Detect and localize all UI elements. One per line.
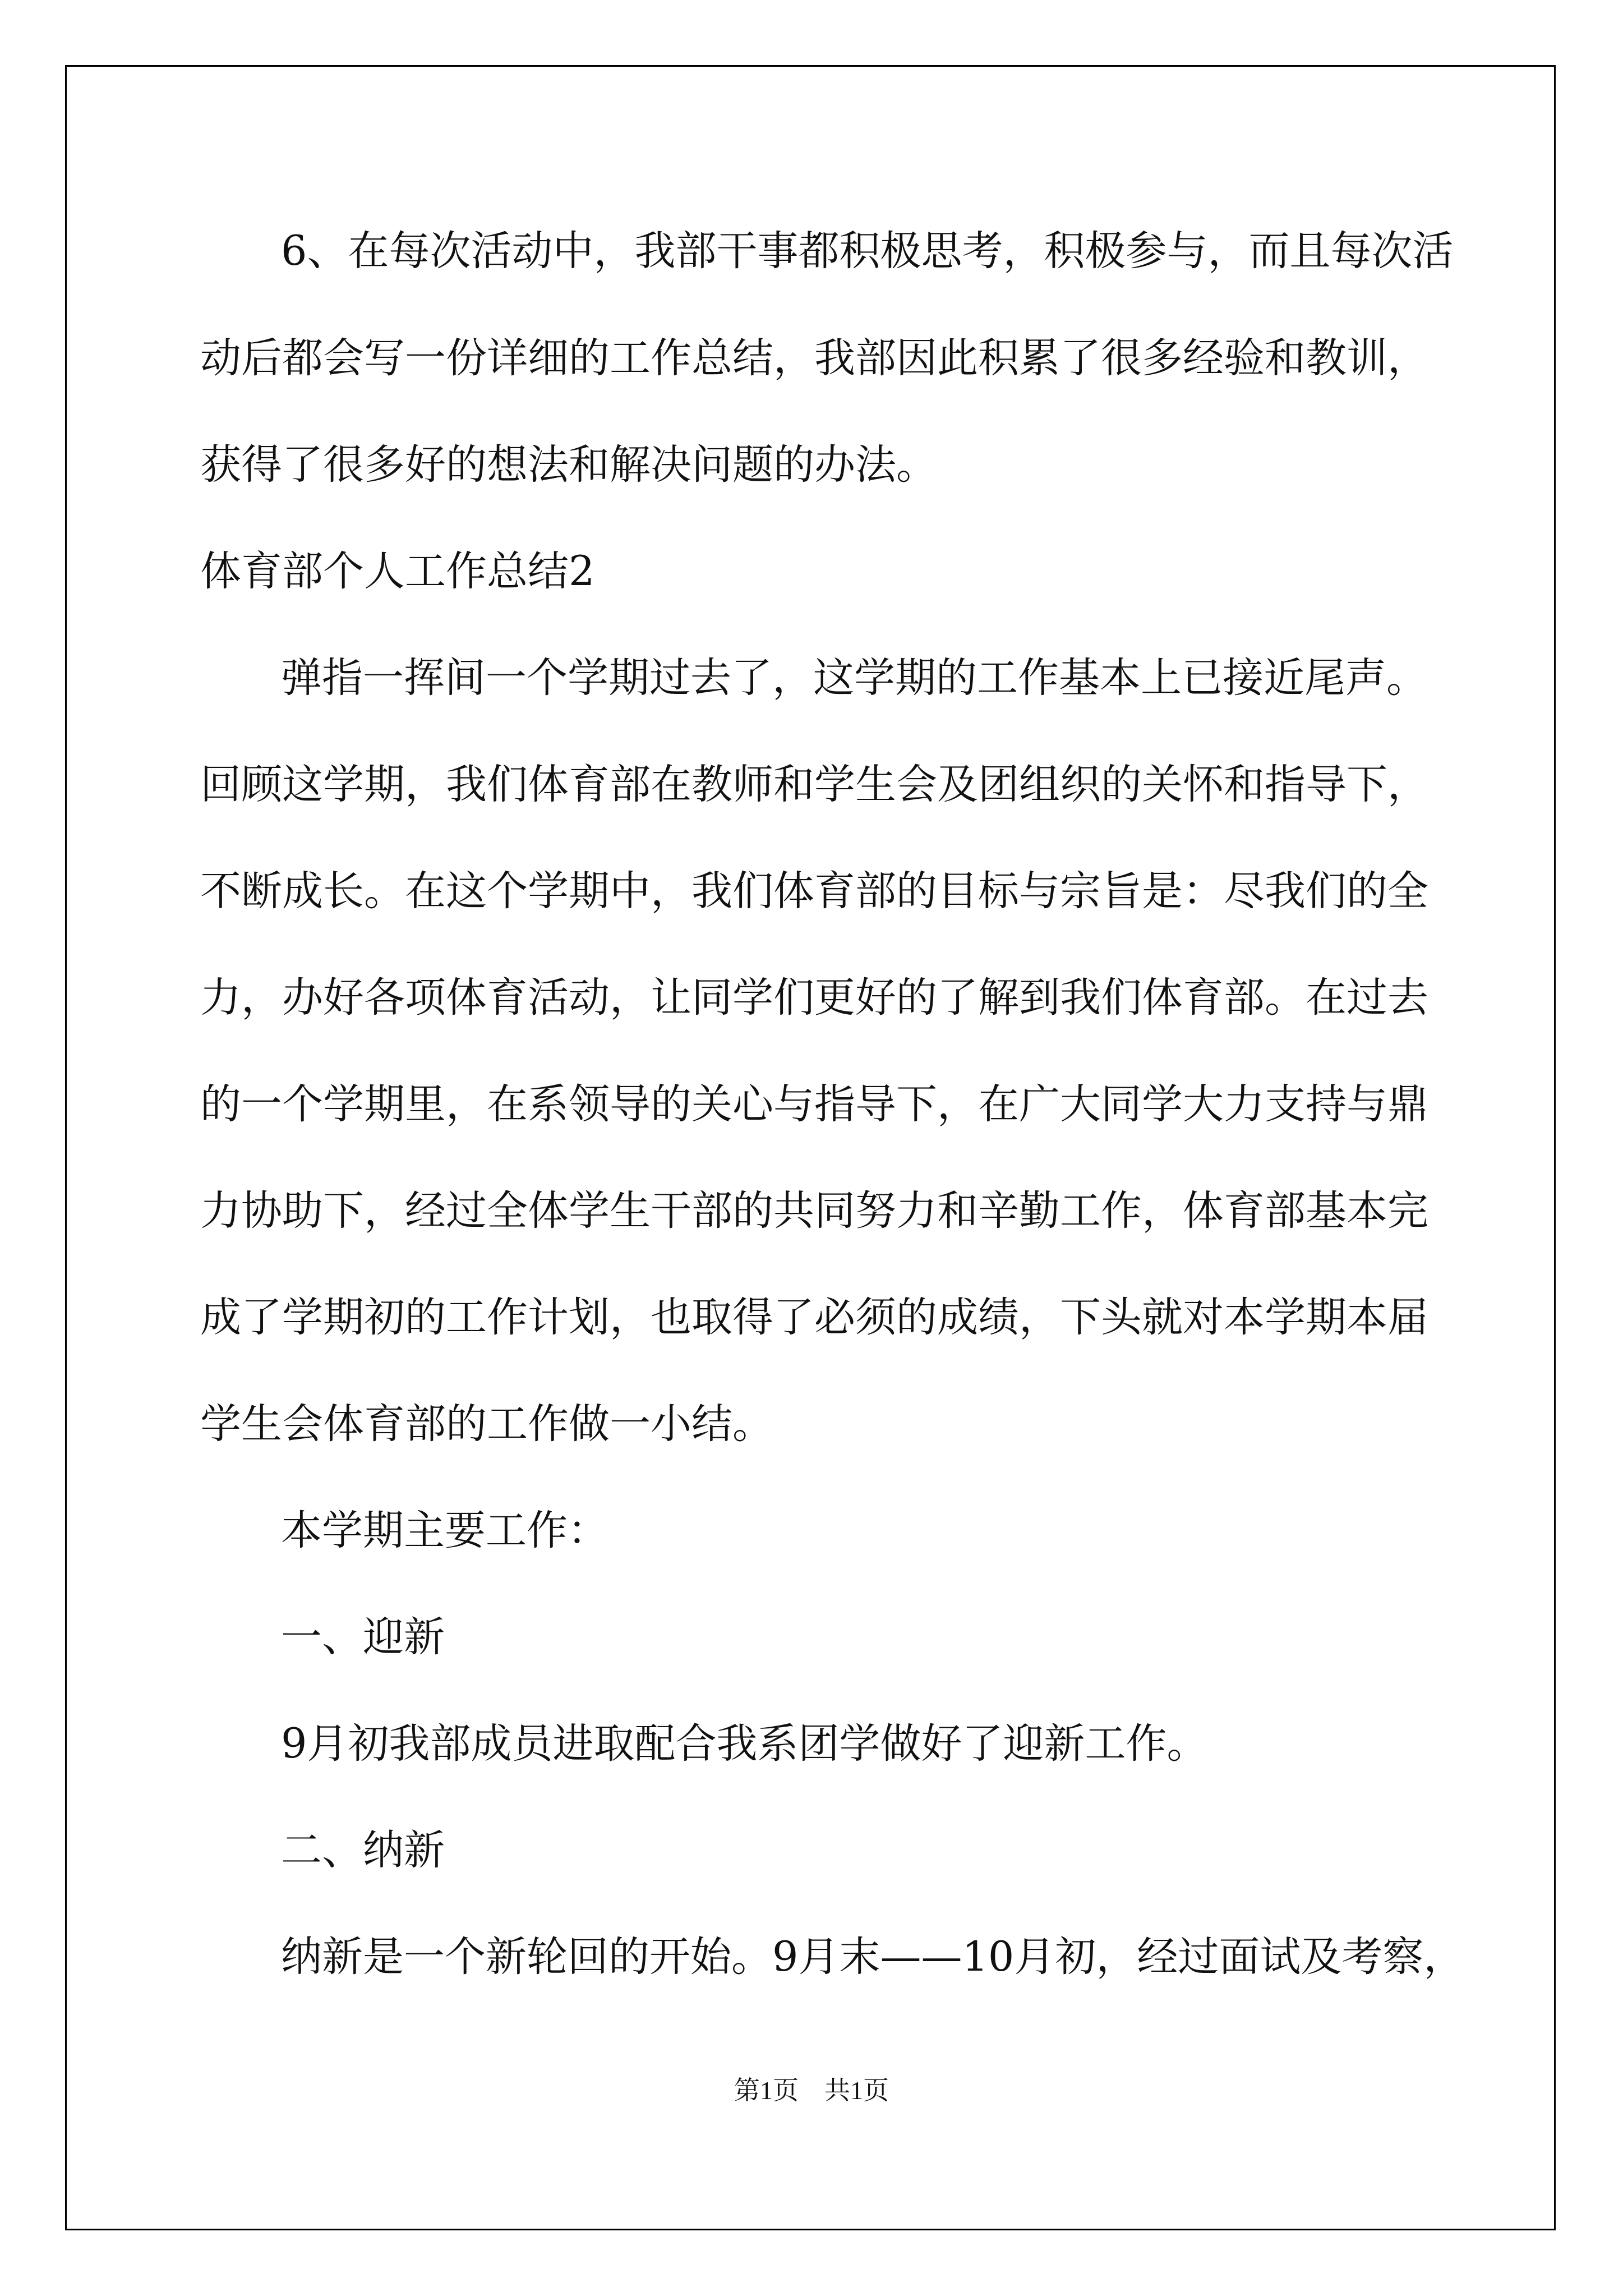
subheading: 本学期主要工作： xyxy=(281,1507,608,1554)
paragraph-line: 不断成长。在这个学期中，我们体育部的目标与宗旨是：尽我们的全 xyxy=(200,867,1428,915)
paragraph-line: 力协助下，经过全体学生干部的共同努力和辛勤工作，体育部基本完 xyxy=(200,1187,1428,1235)
subheading: 一、迎新 xyxy=(281,1613,445,1661)
paragraph-line: 回顾这学期，我们体育部在教师和学生会及团组织的关怀和指导下， xyxy=(200,761,1428,808)
page-frame xyxy=(65,65,1556,2230)
paragraph-line: 学生会体育部的工作做一小结。 xyxy=(200,1400,773,1448)
paragraph-line: 弹指一挥间一个学期过去了，这学期的工作基本上已接近尾声。 xyxy=(281,654,1427,702)
paragraph-line: 获得了很多好的想法和解决问题的办法。 xyxy=(200,441,937,489)
page-footer xyxy=(0,2074,1623,2108)
subheading: 二、纳新 xyxy=(281,1826,445,1874)
paragraph-line: 9月初我部成员进取配合我系团学做好了迎新工作。 xyxy=(281,1720,1208,1768)
page-total: 共1页 xyxy=(824,2076,889,2105)
paragraph-line: 6、在每次活动中，我部干事都积极思考，积极参与，而且每次活 xyxy=(281,227,1454,275)
page-number: 第1页 xyxy=(734,2076,799,2105)
paragraph-line: 纳新是一个新轮回的开始。9月末——10月初，经过面试及考察， xyxy=(281,1933,1465,1981)
paragraph-line: 动后都会写一份详细的工作总结，我部因此积累了很多经验和教训， xyxy=(200,334,1428,382)
paragraph-line: 的一个学期里，在系领导的关心与指导下，在广大同学大力支持与鼎 xyxy=(200,1080,1428,1128)
paragraph-line: 成了学期初的工作计划，也取得了必须的成绩，下头就对本学期本届 xyxy=(200,1294,1428,1341)
paragraph-line: 力，办好各项体育活动，让同学们更好的了解到我们体育部。在过去 xyxy=(200,974,1428,1022)
section-heading: 体育部个人工作总结2 xyxy=(200,547,595,595)
